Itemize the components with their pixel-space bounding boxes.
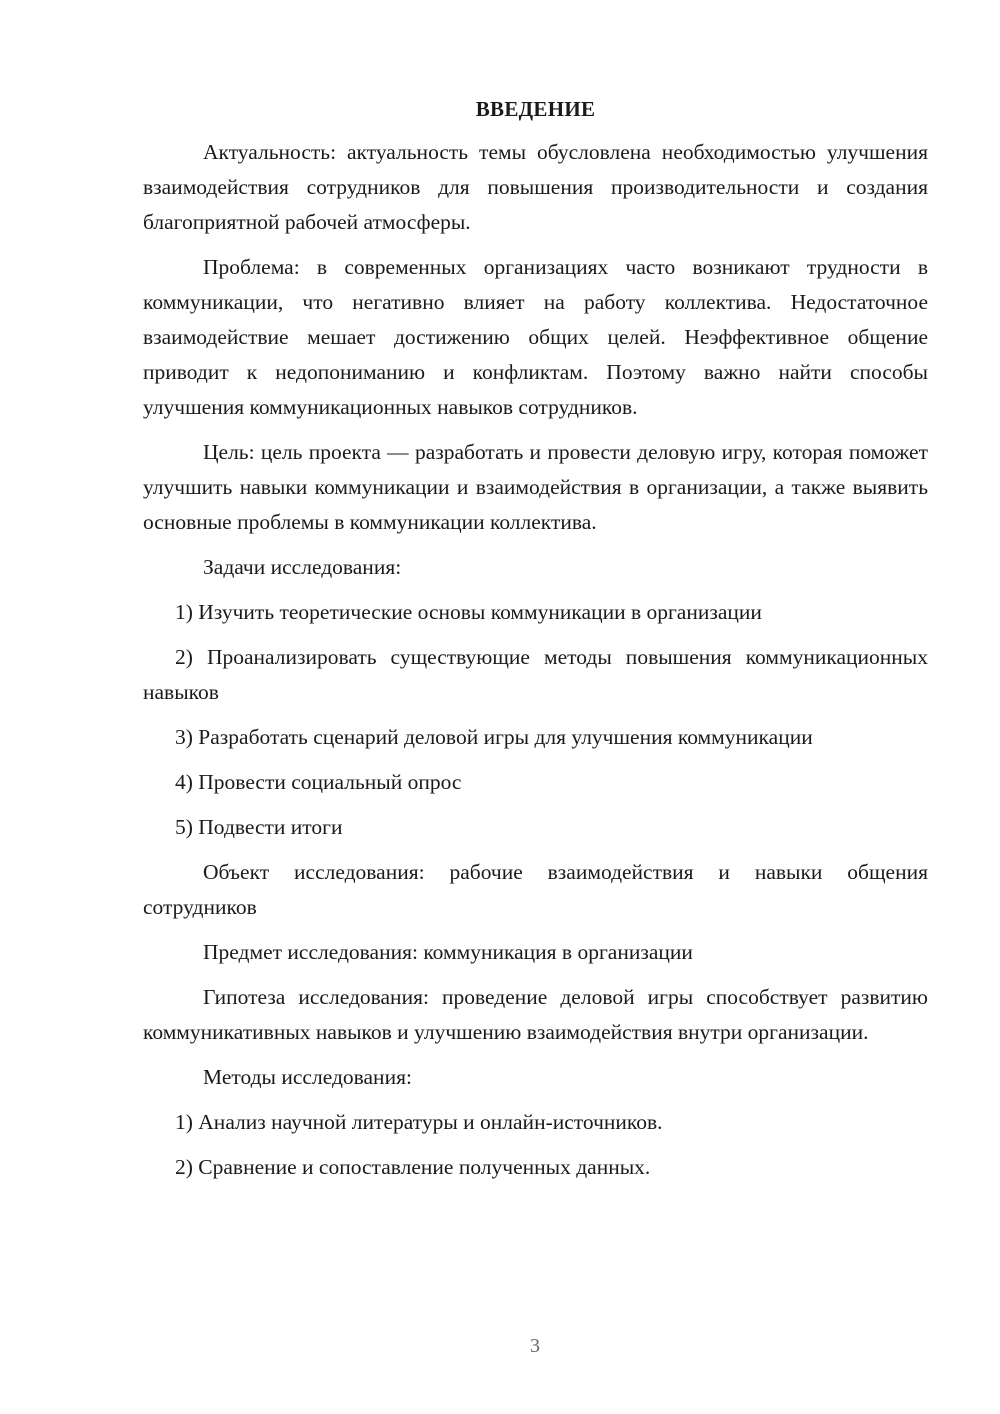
object-paragraph: Объект исследования: рабочие взаимодействия и навыки общения сотрудников	[143, 860, 928, 919]
task-item: 3) Разработать сценарий деловой игры для улучшения коммуникации	[175, 725, 813, 749]
document-page	[143, 92, 928, 1195]
tasks-heading: Задачи исследования:	[203, 555, 402, 579]
subject-paragraph: Предмет исследования: коммуникация в организации	[203, 940, 693, 964]
section-heading: ВВЕДЕНИЕ	[475, 97, 596, 121]
method-item: 2) Сравнение и сопоставление полученных данных.	[175, 1155, 651, 1179]
goal-paragraph: Цель: цель проекта — разработать и провести деловую игру, которая поможет улучшить навыки коммуникации и взаимодействия в организации, а также выявить основные проблемы в коммуникации коллектива.	[143, 440, 928, 534]
task-item: 4) Провести социальный опрос	[175, 770, 462, 794]
problem-paragraph: Проблема: в современных организациях часто возникают трудности в коммуникации, что негативно влияет на работу коллектива. Недостаточное взаимодействие мешает достижению общих целей. Неэффективное общение приводит к недопониманию и конфликтам. Поэтому важно найти способы улучшения коммуникационных навыков сотрудников.	[143, 255, 928, 419]
method-item: 1) Анализ научной литературы и онлайн-источников.	[175, 1110, 663, 1134]
page-number: 3	[530, 1335, 540, 1357]
relevance-paragraph: Актуальность: актуальность темы обусловлена необходимостью улучшения взаимодействия сотрудников для повышения производительности и создания благоприятной рабочей атмосферы.	[143, 140, 928, 234]
task-item: 2) Проанализировать существующие методы повышения коммуникационных навыков	[143, 645, 928, 704]
hypothesis-paragraph: Гипотеза исследования: проведение деловой игры способствует развитию коммуникативных навыков и улучшению взаимодействия внутри организации.	[143, 985, 928, 1044]
task-item: 5) Подвести итоги	[175, 815, 343, 839]
methods-heading: Методы исследования:	[203, 1065, 412, 1089]
task-item: 1) Изучить теоретические основы коммуникации в организации	[175, 600, 762, 624]
